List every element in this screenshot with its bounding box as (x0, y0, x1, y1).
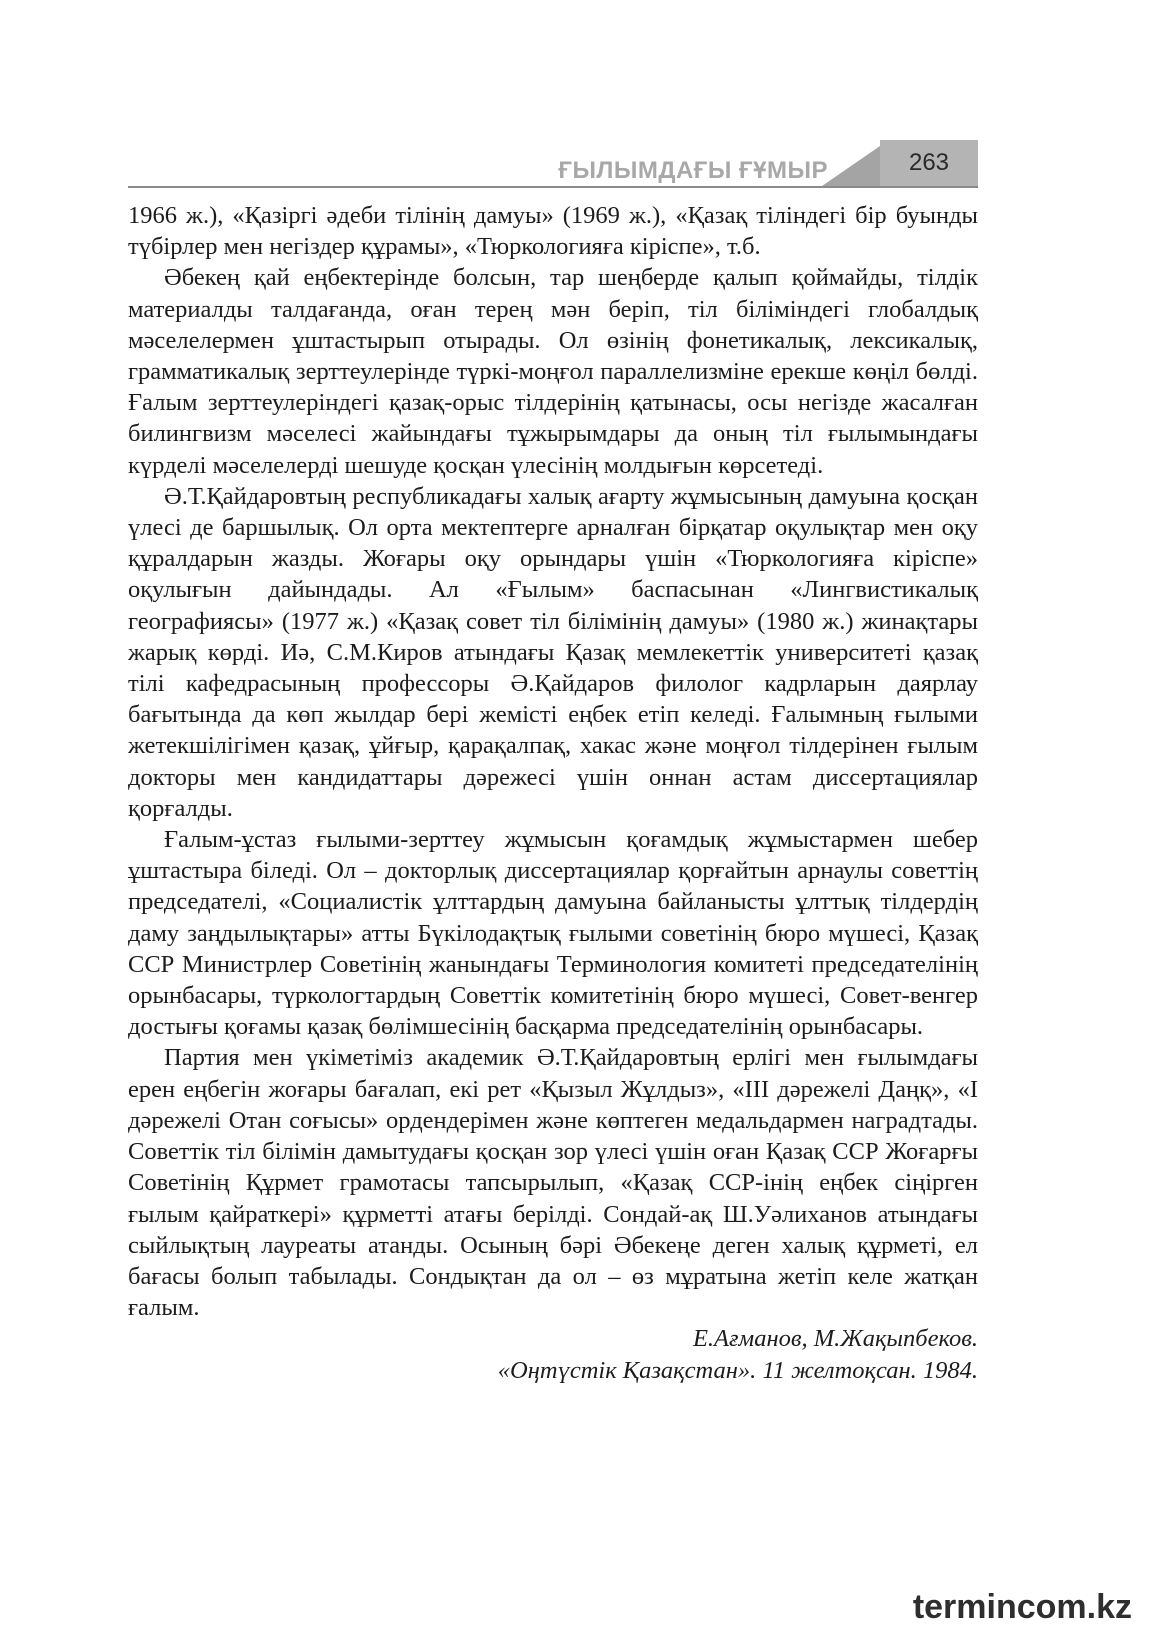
paragraph-5: Партия мен үкіметіміз академик Ә.Т.Қайдаровтың ерлігі мен ғылымдағы ерен еңбегін жоғары бағалап, екі рет «Қызыл Жұлдыз», «ІІІ дәрежелі Даңқ», «І дәрежелі Отан соғысы» ордендерімен және көптеген медальдармен наградтады. Советтік тіл білімін дамытудағы қосқан зор үлесі үшін оған Қазақ ССР Жоғарғы Советінің Құрмет грамотасы тапсырылып, «Қазақ ССР-інің еңбек сіңірген ғылым қайраткері» құрметті атағы берілді. Сондай-ақ Ш.Уәлиханов атындағы сыйлықтың лауреаты атанды. Осының бәрі Әбекеңе деген халық құрметі, ел бағасы болып табылады. Сондықтан да ол – өз мұратына жетіп келе жатқан ғалым. (128, 1044, 978, 1322)
paragraph-4: Ғалым-ұстаз ғылыми-зерттеу жұмысын қоғамдық жұмыстармен шебер ұштастыра біледі. Ол – докторлық диссертациялар қорғайтын арнаулы советтің председателі, «Социалистік ұлттардың дамуына байланысты ұлттық тілдердің даму заңдылықтары» атты Бүкілодақтық ғылыми советінің бюро мүшесі, Қазақ ССР Министрлер Советінің жанындағы Терминология комитеті председателінің орынбасары, түркологтардың Советтік комитетінің бюро мүшесі, Совет-венгер достығы қоғамы қазақ бөлімшесінің басқарма председателінің орынбасары. (128, 826, 978, 1041)
credit-authors: Е.Ағманов, М.Жақыпбеков. (692, 1325, 978, 1353)
paragraph-2: Әбекең қай еңбектерінде болсын, тар шеңберде қалып қоймайды, тілдік материалды талдағанда, оған терең мән беріп, тіл біліміндегі глобалдық мәселелермен ұштастырып отырады. Ол өзінің фонетикалық, лексикалық, грамматикалық зерттеулерінде түркі-моңғол параллелизміне ерекше көңіл бөлді. Ғалым зерттеулеріндегі қазақ-орыс тілдерінің қатынасы, осы негізде жасалған билингвизм мәселесі жайындағы тұжырымдары да оның тіл ғылымындағы күрделі мәселелерді шешуде қосқан үлесінің молдығын көрсетеді. (128, 264, 978, 479)
header-rule (128, 186, 978, 188)
header-wedge-decoration (822, 146, 880, 186)
paragraph-1: 1966 ж.), «Қазіргі әдеби тілінің дамуы» (1969 ж.), «Қазақ тіліндегі бір буынды түбірлер мен негіздер құрамы», «Тюркологияға кіріспе», т.б. (128, 202, 978, 261)
credit-source: «Оңтүстік Қазақстан». 11 желтоқсан. 1984. (497, 1356, 978, 1384)
page-number: 263 (880, 140, 978, 186)
page-header (128, 140, 978, 188)
site-watermark: termincom.kz (912, 1588, 1132, 1626)
paragraph-3: Ә.Т.Қайдаровтың республикадағы халық ағарту жұмысының дамуына қосқан үлесі де баршылық. Ол орта мектептерге арналған бірқатар оқулықтар мен оқу құралдарын жазды. Жоғары оқу орындары үшін «Тюркологияға кіріспе» оқулығын дайындады. Ал «Ғылым» баспасынан «Лингвистикалық географиясы» (1977 ж.) «Қазақ совет тіл білімінің дамуы» (1980 ж.) жинақтары жарық көрді. Иә, С.М.Киров атындағы Қазақ мемлекеттік университеті қазақ тілі кафедрасының профессоры Ә.Қайдаров филолог кадрларын даярлау бағытында да көп жылдар бері жемісті еңбек етіп келеді. Ғалымның ғылыми жетекшілігімен қазақ, ұйғыр, қарақалпақ, хакас және моңғол тілдерінен ғылым докторы мен кандидаттары дәрежесі үшін оннан астам диссертациялар қорғалды. (128, 482, 978, 822)
article-body (128, 200, 978, 1386)
running-title: ҒЫЛЫМДАҒЫ ҒҰМЫР (558, 157, 828, 184)
